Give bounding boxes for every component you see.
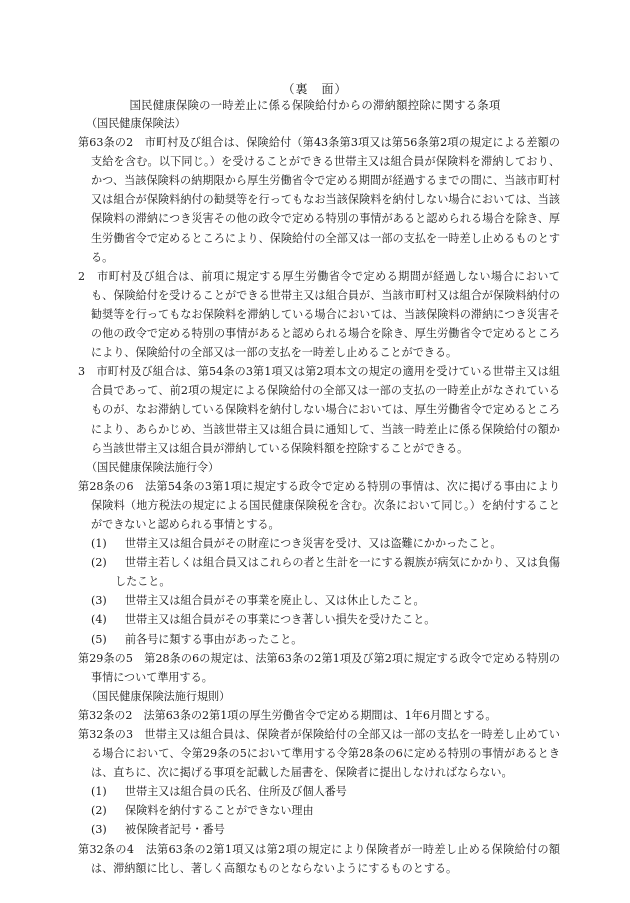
page-side-label: （裏 面） <box>282 82 348 96</box>
article-28-6: 第28条の6 法第54条の3第1項に規定する政令で定める特別の事情は、次に掲げる事由により保険料（地方税法の規定による国民健康保険税を含む。次条において同じ。）を納付することができないと認められる事情とする。 <box>78 479 560 531</box>
list-item <box>91 534 560 553</box>
item-number: (3) <box>91 823 107 837</box>
article-32-2: 第32条の2 法第63条の2第1項の厚生労働省令で定める期間は、1年6月間とする。 <box>78 708 497 722</box>
article-32-3: 第32条の3 世帯主又は組合員は、保険者が保険給付の全部又は一部の支払を一時差し止めている場合において、令第29条の5において準用する令第28条の6に定める特別の事情があるときは、直ちに、次に掲げる事項を記載した届書を、保険者に提出しなければならない。 <box>78 728 560 780</box>
article-29-5: 第29条の5 第28条の6の規定は、法第63条の2第1項及び第2項に規定する政令で定める特別の事情について準用する。 <box>78 651 560 684</box>
item-text: 世帯主又は組合員がその事業を廃止し、又は休止したこと。 <box>125 594 425 608</box>
item-number: (1) <box>91 785 107 799</box>
law-heading: （国民健康保険法） <box>86 117 186 130</box>
item-number: (5) <box>91 632 107 646</box>
item-text: 前各号に類する事由があったこと。 <box>125 632 303 646</box>
list-item <box>91 820 560 839</box>
document-body <box>78 114 560 878</box>
item-number: (2) <box>91 556 107 570</box>
list-item <box>91 630 560 649</box>
article-63-2: 第63条の2 市町村及び組合は、保険給付（第43条第3項又は第56条第2項の規定による差額の支給を含む。以下同じ。）を受けることができる世帯主又は組合員が保険料を滞納しており、かつ、当該保険料の納期限から厚生労働省令で定める期間が経過するまでの間に、当該市町村又は組合が保険料納付の勧奨等を行ってもなお当該保険料を納付しない場合においては、当該保険料の滞納につき災害その他の政令で定める特別の事情があると認められる場合を除き、厚生労働省令で定めるところにより、保険給付の全部又は一部の支払を一時差し止めるものとする。 <box>78 136 560 264</box>
item-text: 世帯主若しくは組合員又はこれらの者と生計を一にする親族が病気にかかり、又は負傷したこと。 <box>115 556 560 589</box>
list-item <box>91 553 560 591</box>
item-number: (2) <box>91 804 107 818</box>
item-text: 保険料を納付することができない理由 <box>125 804 314 818</box>
list-item <box>91 591 560 610</box>
list-item <box>91 610 560 629</box>
article-32-4: 第32条の4 法第63条の2第1項又は第2項の規定により保険者が一時差し止める保険給付の額は、滞納額に比し、著しく高額なものとならないようにするものとする。 <box>78 842 560 875</box>
law-heading: （国民健康保険法施行規則） <box>86 689 231 703</box>
paragraph-2: 2 市町村及び組合は、前項に規定する厚生労働省令で定める期間が経過しない場合においても、保険給付を受けることができる世帯主又は組合員が、当該市町村又は組合が保険料納付の勧奨等を行ってもなお保険料を滞納している場合においては、当該保険料の滞納につき災害その他の政令で定める特別の事情があると認められる場合を除き、厚生労働省令で定めるところにより、保険給付の全部又は一部の支払を一時差し止めることができる。 <box>78 269 560 360</box>
list-item <box>91 801 560 820</box>
item-text: 世帯主又は組合員の氏名、住所及び個人番号 <box>125 785 347 799</box>
list-item <box>91 782 560 801</box>
item-number: (4) <box>91 613 107 627</box>
item-text: 世帯主又は組合員がその事業につき著しい損失を受けたこと。 <box>125 613 436 627</box>
paragraph-3: 3 市町村及び組合は、第54条の3第1項又は第2項本文の規定の適用を受けている世帯主又は組合員であって、前2項の規定による保険給付の全部又は一部の支払の一時差止がなされているものが、なお滞納している保険料を納付しない場合においては、厚生労働省令で定めるところにより、あらかじめ、当該世帯主又は組合員に通知して、当該一時差止に係る保険給付の額から当該世帯主又は組合員が滞納している保険料額を控除することができる。 <box>78 365 560 455</box>
item-text: 世帯主又は組合員がその財産につき災害を受け、又は盗難にかかったこと。 <box>125 537 502 551</box>
item-text: 被保険者記号・番号 <box>125 823 225 837</box>
document-title: 国民健康保険の一時差止に係る保険給付からの滞納額控除に関する条項 <box>129 98 501 112</box>
law-heading: （国民健康保険法施行令） <box>86 460 220 474</box>
item-number: (3) <box>91 594 107 608</box>
item-number: (1) <box>91 537 107 551</box>
